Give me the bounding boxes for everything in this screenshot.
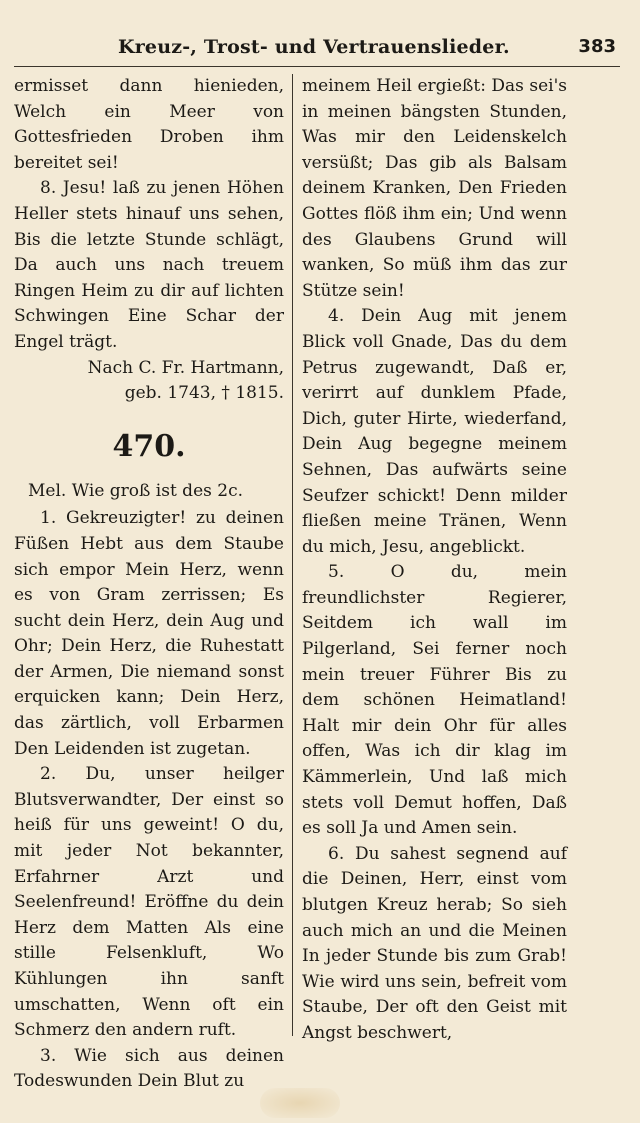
verse-6: 6. Du sahest segnend auf die Deinen, Herr, einst vom blutgen Kreuz herab; So sieh auch mich an und die Meinen In jeder Stunde bis zum Grab! Wie wird uns sein, befreit vom Staube, Der oft den Geist mit Angst beschwert, (302, 843, 567, 1043)
attribution-name: Nach C. Fr. Hartmann, (87, 357, 284, 378)
author-attribution (14, 356, 284, 407)
verse-1: 1. Gekreuzigter! zu deinen Füßen Hebt aus dem Staube sich empor Mein Herz, wenn es von Gram zerrissen; Es sucht dein Herz, dein Aug und Ohr; Dein Herz, die Ruhestatt der Armen, Die niemand sonst erquicken kann; Dein Herz, das zärtlich, voll Erbarmen Den Leidenden ist zugetan. (14, 508, 284, 759)
verse-2: 2. Du, unser heilger Blutsverwandter, Der einst so heiß für uns geweint! O du, mit jeder Not bekannter, Erfahrner Arzt und Seelenfreund! Eröffne du dein Herz dem Matten Als eine stille Felsenkluft, Wo Kühlungen ihn sanft umschatten, Wenn oft ein Schmerz den andern ruft. (14, 764, 284, 1041)
page-number: 383 (578, 36, 616, 57)
attribution-dates: geb. 1743, † 1815. (124, 383, 284, 404)
verse-3-end: meinem Heil ergießt: Das sei's in meinen bängsten Stunden, Was mir den Leidenskelch versüßt; Das gib als Balsam deinem Kranken, Den Frieden Gottes flöß ihm ein; Und wenn des Glaubens Grund will wanken, So müß ihm das zur Stütze sein! (302, 76, 567, 301)
melody-line: Mel. Wie groß ist des 2c. (28, 480, 243, 501)
left-column (14, 74, 284, 1095)
prev-hymn-ending: ermisset dann hienieden, Welch ein Meer von Gottesfrieden Droben ihm bereitet sei! (14, 76, 284, 173)
paper-stain (260, 1088, 340, 1118)
verse-3-start: 3. Wie sich aus deinen Todeswunden Dein Blut zu (14, 1045, 284, 1092)
prev-hymn-verse-8: 8. Jesu! laß zu jenen Höhen Heller stets hinauf uns sehen, Bis die letzte Stunde schlägt, Da auch uns nach treuem Ringen Heim zu dir auf lichten Schwingen Eine Schar der Engel trägt. (14, 178, 284, 352)
hymn-number: 470. (112, 428, 186, 464)
right-column (302, 74, 567, 1047)
header-rule (14, 66, 620, 67)
verse-4: 4. Dein Aug mit jenem Blick voll Gnade, Das du dem Petrus zugewandt, Daß er, verirrt auf dunklem Pfade, Dich, guter Hirte, wiederfand, Dein Aug begegne meinem Sehnen, Das aufwärts seine Seufzer schickt! Denn milder fließen meine Tränen, Wenn du mich, Jesu, angeblickt. (302, 306, 567, 557)
header-title: Kreuz-, Trost- und Vertrauenslieder. (118, 36, 510, 58)
running-header (14, 36, 616, 60)
column-divider (292, 74, 293, 1036)
verse-5: 5. O du, mein freundlichster Regierer, Seitdem ich wall im Pilgerland, Sei ferner noch mein treuer Führer Bis zu dem schönen Heimatland! Halt mir dein Ohr für alles offen, Was ich dir klag im Kämmerlein, Und laß mich stets voll Demut hoffen, Daß es soll Ja und Amen sein. (302, 562, 567, 839)
